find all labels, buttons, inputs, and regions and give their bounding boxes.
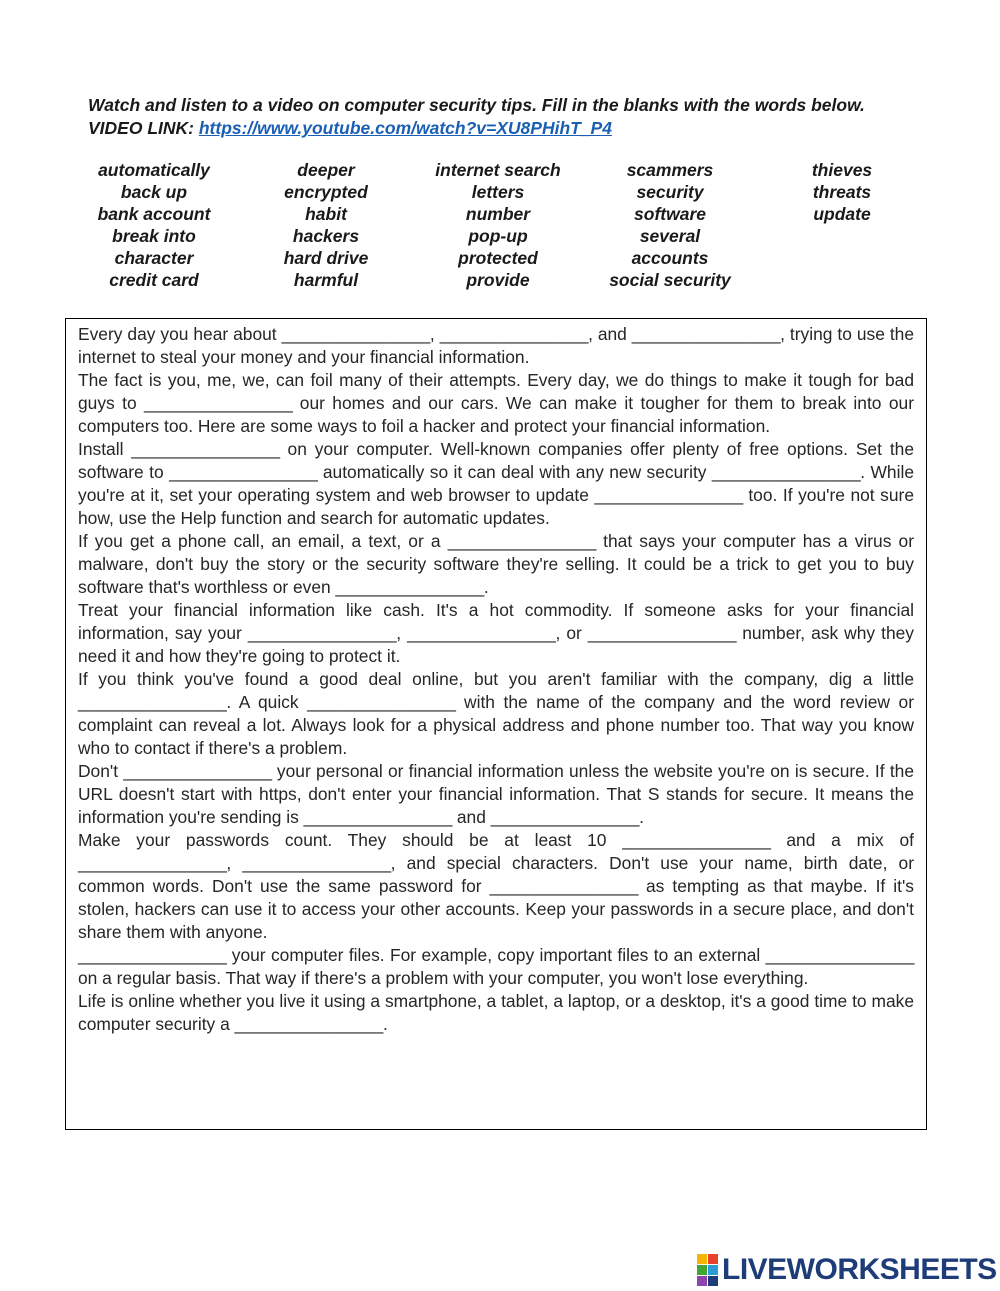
word-bank-word: scammers bbox=[626, 160, 714, 180]
answer-blank[interactable]: ________________ bbox=[631, 324, 781, 344]
passage-text: that says your computer has a virus or malware, don't buy the story or the security software they're selling. It could be a trick to get you to buy software that's worthless or even bbox=[78, 531, 914, 597]
word-bank-word: software bbox=[634, 204, 706, 224]
word-bank-word: number bbox=[465, 204, 531, 224]
logo-square bbox=[708, 1254, 718, 1264]
logo-square bbox=[708, 1276, 718, 1286]
answer-blank[interactable]: ________________ bbox=[407, 623, 556, 643]
answer-blank[interactable]: ________________ bbox=[447, 531, 597, 551]
answer-blank[interactable]: ________________ bbox=[78, 945, 227, 965]
logo-icon bbox=[697, 1254, 718, 1286]
word-bank-column bbox=[68, 159, 240, 291]
word-bank-word: break into bbox=[112, 226, 196, 246]
answer-blank[interactable]: ________________ bbox=[489, 876, 638, 896]
passage-text: on your computer. Well-known companies offer plenty of free options. Set the software to bbox=[78, 439, 914, 482]
passage-text: number, ask why they need it and how they're going to protect it. bbox=[78, 623, 914, 666]
word-bank-word: hard drive bbox=[283, 248, 369, 268]
passage-text: Install bbox=[78, 439, 132, 459]
answer-blank[interactable]: ________________ bbox=[242, 853, 391, 873]
answer-blank[interactable]: ________________ bbox=[78, 853, 227, 873]
passage-paragraph bbox=[78, 760, 914, 829]
passage-text: , bbox=[226, 853, 243, 873]
passage-text: as tempting as that maybe. If it's stolen, hackers can use it to access your other accounts. Keep your passwords in a secure place, and don't share them with anyone. bbox=[78, 876, 915, 942]
answer-blank[interactable]: ________________ bbox=[594, 485, 743, 505]
passage-paragraph bbox=[78, 599, 914, 668]
answer-blank[interactable]: ________________ bbox=[335, 577, 484, 597]
word-bank-column bbox=[756, 159, 928, 291]
passage-text: . bbox=[483, 577, 489, 597]
passage-text: Treat your financial information like cash. It's a hot commodity. If someone asks for your financial information, say your bbox=[78, 600, 914, 643]
passage-text: The fact is you, me, we, can foil many of their attempts. Every day, we do things to make it tough for bad guys to bbox=[78, 370, 914, 413]
passage-text: automatically so it can deal with any new security bbox=[317, 462, 712, 482]
passage-text: . While you're at it, set your operating system and web browser to update bbox=[78, 462, 914, 505]
word-bank-word: security bbox=[636, 182, 704, 202]
word-bank-word: credit card bbox=[109, 270, 199, 290]
passage-paragraph bbox=[78, 944, 914, 990]
logo-square bbox=[697, 1265, 707, 1275]
word-bank-column bbox=[584, 159, 756, 291]
instructions bbox=[88, 94, 968, 140]
logo-square bbox=[697, 1254, 707, 1264]
passage-paragraph bbox=[78, 438, 914, 530]
passage-text: our homes and our cars. We can make it tougher for them to break into our computers too. Here are some ways to foil a hacker and protect your financial information. bbox=[78, 393, 915, 436]
word-bank-word: hackers bbox=[292, 226, 360, 246]
answer-blank[interactable]: ________________ bbox=[439, 324, 589, 344]
answer-blank[interactable]: ________________ bbox=[622, 830, 771, 850]
word-bank-word: accounts bbox=[631, 248, 709, 268]
word-bank-word: automatically bbox=[98, 160, 210, 180]
passage-text: , and special characters. Don't use your name, birth date, or common words. Don't use the same password for bbox=[78, 853, 915, 896]
word-bank-word: update bbox=[813, 204, 871, 224]
word-bank-word: habit bbox=[305, 204, 347, 224]
passage-paragraph bbox=[78, 530, 914, 599]
liveworksheets-logo bbox=[697, 1252, 997, 1288]
word-bank-word: threats bbox=[812, 182, 872, 202]
passage-box bbox=[65, 318, 927, 1130]
word-bank-column bbox=[412, 159, 584, 291]
passage-text: If you think you've found a good deal online, but you aren't familiar with the company, dig a little bbox=[78, 669, 914, 689]
word-bank-word: several bbox=[639, 226, 701, 246]
answer-blank[interactable]: ________________ bbox=[78, 692, 227, 712]
instructions-text: Watch and listen to a video on computer security tips. Fill in the blanks with the words below. bbox=[88, 95, 865, 115]
passage-text: and a mix of bbox=[770, 830, 914, 850]
word-bank-word: character bbox=[114, 248, 194, 268]
answer-blank[interactable]: ________________ bbox=[281, 324, 430, 344]
passage-text: too. If you're not sure how, use the Help function and search for automatic updates. bbox=[78, 485, 914, 528]
answer-blank[interactable]: ________________ bbox=[123, 761, 272, 781]
logo-text: LIVEWORKSHEETS bbox=[722, 1253, 997, 1286]
word-bank-word: provide bbox=[466, 270, 530, 290]
passage-text: your personal or financial information unless the website you're on is secure. If the URL doesn't start with https, don't enter your financial information. That S stands for secure. It means the information you're sending is bbox=[78, 761, 915, 827]
word-bank-column bbox=[240, 159, 412, 291]
word-bank-word: pop-up bbox=[468, 226, 528, 246]
word-bank-word: encrypted bbox=[284, 182, 368, 202]
answer-blank[interactable]: ________________ bbox=[131, 439, 280, 459]
passage-paragraph bbox=[78, 990, 914, 1036]
passage-text: Every day you hear about bbox=[78, 324, 282, 344]
passage-paragraph bbox=[78, 668, 914, 760]
word-bank-word: internet search bbox=[435, 160, 561, 180]
passage-text: and bbox=[452, 807, 491, 827]
word-bank-word: deeper bbox=[297, 160, 355, 180]
answer-blank[interactable]: ________________ bbox=[765, 945, 914, 965]
passage-text: , trying to use the internet to steal your money and your financial information. bbox=[78, 324, 914, 367]
answer-blank[interactable]: ________________ bbox=[307, 692, 456, 712]
passage-text: . bbox=[382, 1014, 388, 1034]
passage-text: Life is online whether you live it using a smartphone, a tablet, a laptop, or a desktop, it's a good time to make computer security a bbox=[78, 991, 914, 1034]
answer-blank[interactable]: ________________ bbox=[490, 807, 640, 827]
passage-paragraph bbox=[78, 369, 914, 438]
passage-text: , and bbox=[588, 324, 632, 344]
word-bank-word: harmful bbox=[293, 270, 359, 290]
answer-blank[interactable]: ________________ bbox=[144, 393, 293, 413]
passage-paragraph bbox=[78, 829, 914, 944]
answer-blank[interactable]: ________________ bbox=[303, 807, 453, 827]
word-bank-word: letters bbox=[471, 182, 525, 202]
word-bank-word: back up bbox=[120, 182, 188, 202]
passage-text: , bbox=[429, 324, 440, 344]
passage-text: . A quick bbox=[226, 692, 308, 712]
video-link[interactable]: https://www.youtube.com/watch?v=XU8PHihT_P4 bbox=[198, 118, 612, 138]
word-bank-word: social security bbox=[609, 270, 731, 290]
passage-paragraph bbox=[78, 323, 914, 369]
answer-blank[interactable]: ________________ bbox=[587, 623, 737, 643]
passage-text: , bbox=[396, 623, 408, 643]
passage-text: with the name of the company and the word review or complaint can reveal a lot. Always look for a physical address and phone number too. That way you know who to contact if there's a problem. bbox=[78, 692, 914, 758]
logo-square bbox=[697, 1276, 707, 1286]
answer-blank[interactable]: ________________ bbox=[234, 1014, 383, 1034]
answer-blank[interactable]: ________________ bbox=[711, 462, 861, 482]
word-bank-word: thieves bbox=[811, 160, 873, 180]
word-bank bbox=[68, 159, 928, 291]
answer-blank[interactable]: ________________ bbox=[169, 462, 318, 482]
passage-text: , or bbox=[555, 623, 588, 643]
passage-text: on a regular basis. That way if there's a problem with your computer, you won't lose everything. bbox=[78, 968, 809, 988]
passage-text: . bbox=[639, 807, 644, 827]
video-link-line bbox=[88, 117, 968, 140]
video-link-label: VIDEO LINK: bbox=[88, 118, 194, 138]
passage-text: Make your passwords count. They should be at least 10 bbox=[78, 830, 623, 850]
word-bank-word: protected bbox=[458, 248, 538, 268]
logo-square bbox=[708, 1265, 718, 1275]
passage-text: If you get a phone call, an email, a text, or a bbox=[78, 531, 448, 551]
word-bank-word: bank account bbox=[97, 204, 211, 224]
passage-text: Don't bbox=[78, 761, 124, 781]
answer-blank[interactable]: ________________ bbox=[247, 623, 397, 643]
passage-text: your computer files. For example, copy important files to an external bbox=[226, 945, 766, 965]
